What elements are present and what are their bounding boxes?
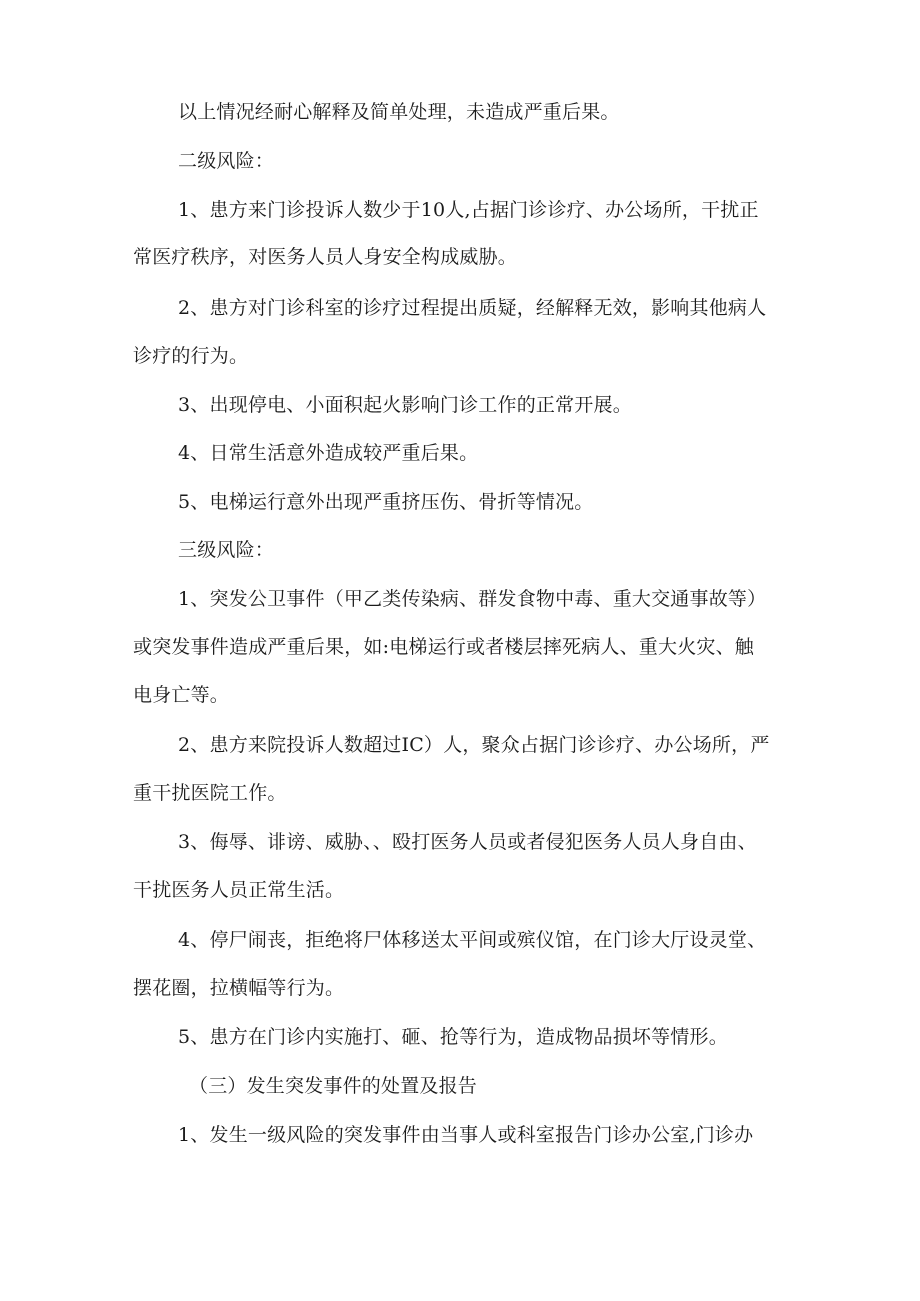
paragraph-line: 干扰医务人员正常生活。 — [133, 879, 345, 901]
paragraph-line: 诊疗的行为。 — [133, 345, 249, 367]
paragraph-line: 2、患方对门诊科室的诊疗过程提出质疑，经解释无效，影响其他病人 — [178, 297, 767, 319]
paragraph-line: 2、患方来院投诉人数超过IC）人，聚众占据门诊诊疗、办公场所，严 — [178, 734, 770, 756]
paragraph-line: 3、出现停电、小面积起火影响门诊工作的正常开展。 — [178, 394, 632, 416]
section-heading-level-2: 二级风险： — [178, 150, 275, 172]
paragraph-line: 或突发事件造成严重后果，如:电梯运行或者楼层摔死病人、重大火灾、触 — [133, 636, 755, 658]
paragraph-line: 4、停尸闹丧，拒绝将尸体移送太平间或殡仪馆，在门诊大厅设灵堂、 — [178, 929, 767, 951]
paragraph-line: 1、发生一级风险的突发事件由当事人或科室报告门诊办公室,门诊办 — [178, 1124, 754, 1146]
paragraph-line: 以上情况经耐心解释及简单处理，未造成严重后果。 — [178, 101, 620, 123]
paragraph-line: 重干扰医院工作。 — [133, 782, 287, 804]
paragraph-line: 5、患方在门诊内实施打、砸、抢等行为，造成物品损坏等情形。 — [178, 1026, 728, 1048]
paragraph-line: 5、电梯运行意外出现严重挤压伤、骨折等情况。 — [178, 491, 594, 513]
section-heading-level-3: 三级风险： — [178, 539, 275, 561]
paragraph-line: 3、侮辱、诽谤、威胁、、殴打医务人员或者侵犯医务人员人身自由、 — [178, 831, 757, 853]
paragraph-line: 4、日常生活意外造成较严重后果。 — [178, 442, 479, 464]
paragraph-line: 1、患方来门诊投诉人数少于10人,占据门诊诊疗、办公场所，干扰正 — [178, 199, 759, 221]
paragraph-line: 摆花圈，拉横幅等行为。 — [133, 977, 345, 999]
section-heading-disposal: （三）发生突发事件的处置及报告 — [189, 1075, 478, 1097]
paragraph-line: 电身亡等。 — [133, 684, 230, 706]
paragraph-line: 常医疗秩序，对医务人员人身安全构成威胁。 — [133, 246, 518, 268]
paragraph-line: 1、突发公卫事件（甲乙类传染病、群发食物中毒、重大交通事故等） — [178, 588, 767, 610]
